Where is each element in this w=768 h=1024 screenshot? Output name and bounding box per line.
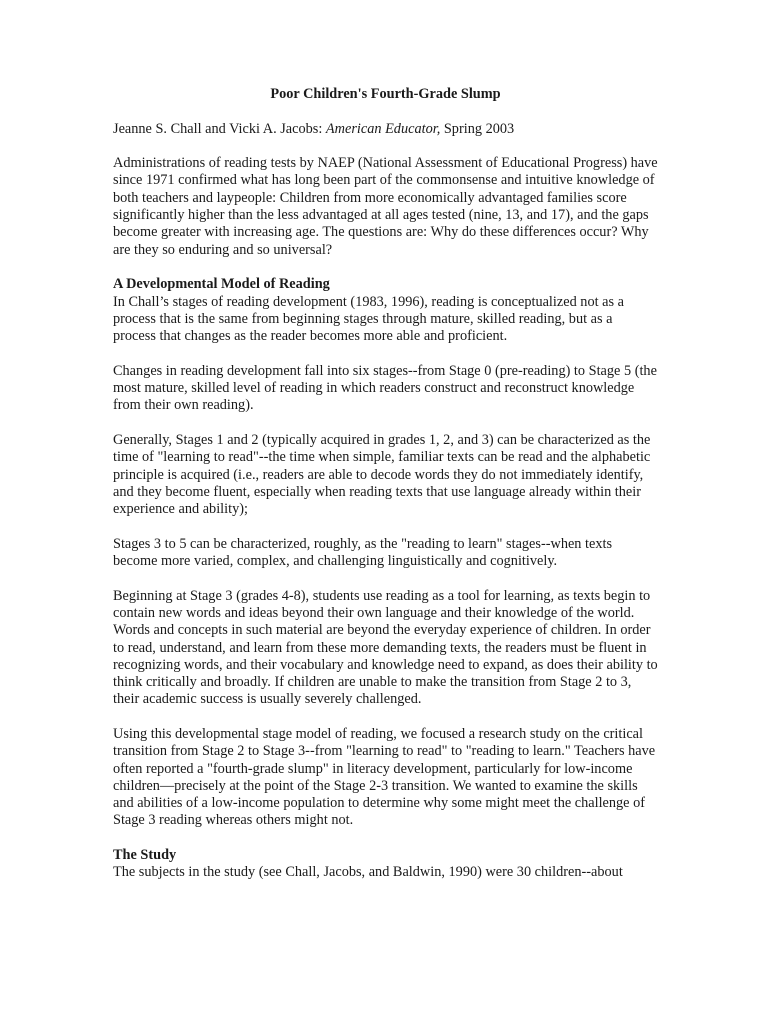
paragraph: The subjects in the study (see Chall, Jacobs, and Baldwin, 1990) were 30 children--about — [113, 864, 623, 881]
paragraph: Using this developmental stage model of reading, we focused a research study on the critical transition from Stage 2 to Stage 3--from "learning to read" to "reading to learn." Teachers have often reported a "fourth-grade slump" in literacy development, particularly for low-income children—precisely at the point of the Stage 2-3 transition. We wanted to examine the skills and abilities of a low-income population to determine why some might meet the challenge of Stage 3 reading whereas others might not. — [113, 725, 656, 829]
byline-authors: Jeanne S. Chall and Vicki A. Jacobs: — [113, 120, 323, 137]
section-heading-the-study: The Study — [113, 847, 177, 864]
document-title: Poor Children's Fourth-Grade Slump — [270, 86, 501, 102]
intro-paragraph: Administrations of reading tests by NAEP (National Assessment of Educational Progress) have since 1971 confirmed what has long been part of the commonsense and intuitive knowledge of both teachers and laypeople: Children from more economically advantaged families score significantly higher than the less advantaged at all ages tested (nine, 13, and 17), and the gaps become greater with increasing age. The questions are: Why do these differences occur? Why are they so enduring and so universal? — [113, 155, 658, 258]
byline-date: Spring 2003 — [443, 120, 515, 137]
paragraph: Changes in reading development fall into six stages--from Stage 0 (pre-reading) to Stage 5 (the most mature, skilled level of reading in which readers construct and reconstruct knowledge from their own reading). — [113, 362, 657, 414]
paragraph: In Chall’s stages of reading development (1983, 1996), reading is conceptualized not as a process that is the same from beginning stages through mature, skilled reading, but as a process that changes as the reader becomes more able and proficient. — [113, 293, 624, 345]
paragraph: Generally, Stages 1 and 2 (typically acquired in grades 1, 2, and 3) can be characterized as the time of "learning to read"--the time when simple, familiar texts can be read and the alphabetic principle is acquired (i.e., readers are able to decode words they do not immediately identify, and they become fluent, especially when reading texts that use language already within their experience and ability); — [113, 431, 651, 518]
document-page — [113, 86, 658, 882]
byline-publication: American Educator, — [325, 120, 441, 137]
paragraph: Stages 3 to 5 can be characterized, roughly, as the "reading to learn" stages--when texts become more varied, complex, and challenging linguistically and cognitively. — [113, 535, 613, 570]
section-heading-developmental-model: A Developmental Model of Reading — [113, 276, 330, 293]
byline — [113, 121, 658, 138]
paragraph: Beginning at Stage 3 (grades 4-8), students use reading as a tool for learning, as texts begin to contain new words and ideas beyond their own language and their knowledge of the world. Words and concepts in such material are beyond the everyday experience of children. In order to read, understand, and learn from these more demanding texts, the readers must be fluent in recognizing words, and their vocabulary and knowledge need to expand, as does their ability to think critically and broadly. If children are unable to make the transition from Stage 2 to 3, their academic success is usually severely challenged. — [113, 587, 658, 708]
